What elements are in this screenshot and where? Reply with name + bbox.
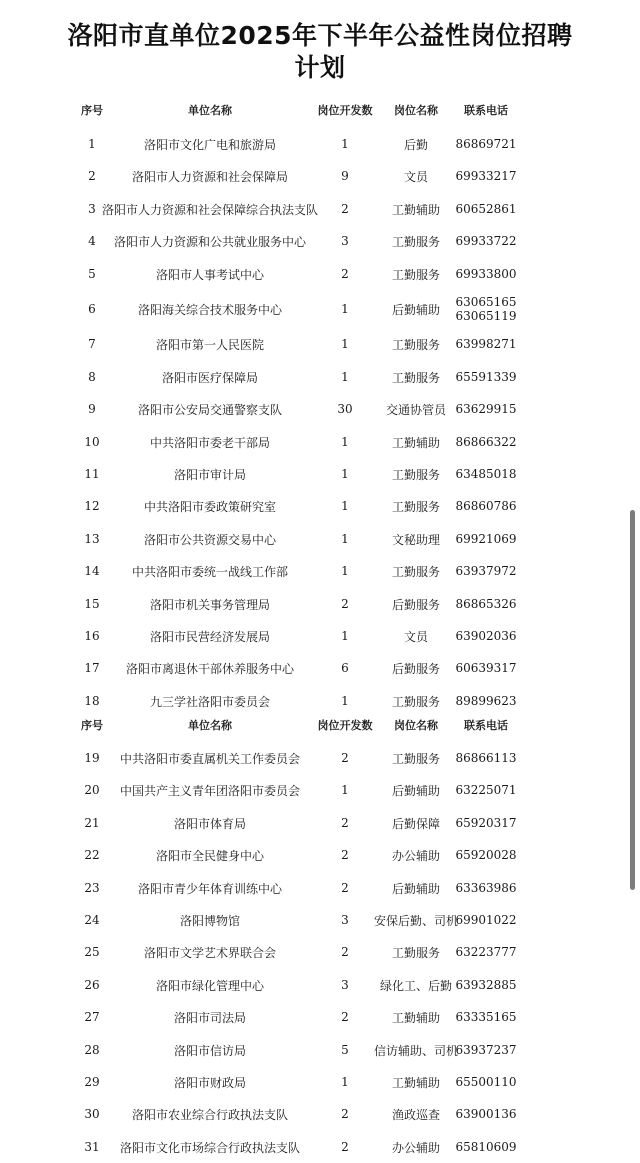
position-count: 1	[341, 137, 349, 151]
row-number: 13	[84, 532, 100, 546]
unit-name: 洛阳市人力资源和社会保障局	[131, 169, 288, 184]
header-position: 岗位名称	[394, 104, 438, 117]
phone-number	[448, 742, 524, 774]
position-count: 1	[341, 499, 349, 513]
position-count: 2	[341, 945, 349, 959]
unit-name: 洛阳市绿化管理中心	[155, 978, 264, 993]
position-name: 工勤服务	[391, 234, 440, 249]
phone-line: 60639317	[455, 661, 517, 675]
table-row	[0, 193, 640, 225]
position-count: 9	[341, 169, 349, 183]
row-number: 24	[84, 913, 100, 927]
table-row	[0, 523, 640, 555]
position-name: 安保后勤、司机	[373, 913, 458, 928]
phone-line: 63629915	[455, 402, 517, 416]
position-name: 文员	[403, 629, 428, 644]
header-phone: 联系电话	[464, 104, 508, 117]
header-unit: 单位名称	[188, 719, 232, 732]
phone-number	[448, 807, 524, 839]
position-name: 后勤辅助	[391, 302, 440, 317]
phone-line: 69901022	[455, 913, 517, 927]
table-row	[0, 128, 640, 160]
phone-line: 63998271	[455, 337, 517, 351]
position-name: 后勤	[403, 137, 428, 152]
unit-name: 洛阳市农业综合行政执法支队	[131, 1107, 288, 1122]
header-count: 岗位开发数	[317, 719, 373, 732]
phone-line: 63065165	[455, 295, 517, 309]
table-row	[0, 742, 640, 774]
phone-number	[448, 872, 524, 904]
phone-number	[448, 1131, 524, 1163]
header-phone: 联系电话	[464, 719, 508, 732]
row-number: 22	[84, 848, 100, 862]
phone-line: 69921069	[455, 532, 517, 546]
table-row	[0, 1001, 640, 1033]
phone-number	[448, 1001, 524, 1033]
position-count: 2	[341, 1140, 349, 1154]
row-number: 19	[84, 751, 100, 765]
table-row	[0, 652, 640, 684]
table-row	[0, 1034, 640, 1066]
table-row	[0, 328, 640, 360]
unit-name: 洛阳市离退休干部休养服务中心	[125, 661, 294, 676]
position-name: 工勤辅助	[391, 1010, 440, 1025]
phone-number	[448, 293, 524, 325]
row-number: 30	[84, 1107, 100, 1121]
unit-name: 洛阳市人力资源和社会保障综合执法支队	[101, 202, 318, 217]
header-count: 岗位开发数	[317, 104, 373, 117]
unit-name: 洛阳市文化广电和旅游局	[143, 137, 276, 152]
unit-name: 洛阳市机关事务管理局	[149, 597, 270, 612]
row-number: 17	[84, 661, 100, 675]
phone-number	[448, 258, 524, 290]
position-count: 3	[341, 913, 349, 927]
position-name: 工勤服务	[391, 370, 440, 385]
unit-name: 洛阳市青少年体育训练中心	[137, 881, 282, 896]
unit-name: 中共洛阳市委统一战线工作部	[131, 564, 288, 579]
table-row	[0, 555, 640, 587]
phone-line: 86866322	[455, 435, 517, 449]
row-number: 14	[84, 564, 100, 578]
phone-number	[448, 1034, 524, 1066]
phone-number	[448, 361, 524, 393]
position-count: 2	[341, 267, 349, 281]
position-name: 工勤服务	[391, 945, 440, 960]
phone-number	[448, 193, 524, 225]
unit-name: 洛阳市公安局交通警察支队	[137, 402, 282, 417]
row-number: 10	[84, 435, 100, 449]
phone-line: 63335165	[455, 1010, 517, 1024]
row-number: 23	[84, 881, 100, 895]
header-position: 岗位名称	[394, 719, 438, 732]
phone-number	[448, 160, 524, 192]
phone-line: 63902036	[455, 629, 517, 643]
phone-line: 60652861	[455, 202, 517, 216]
phone-number	[448, 839, 524, 871]
position-count: 6	[341, 661, 349, 675]
table-row	[0, 839, 640, 871]
phone-number	[448, 588, 524, 620]
position-name: 工勤辅助	[391, 202, 440, 217]
phone-number	[448, 426, 524, 458]
header-unit: 单位名称	[188, 104, 232, 117]
header-no: 序号	[81, 104, 103, 117]
phone-number	[448, 1066, 524, 1098]
phone-line: 65920028	[455, 848, 517, 862]
unit-name: 洛阳市民营经济发展局	[149, 629, 270, 644]
phone-line: 63937237	[455, 1043, 517, 1057]
unit-name: 中共洛阳市委老干部局	[149, 435, 270, 450]
table-row	[0, 1131, 640, 1163]
unit-name: 洛阳市审计局	[173, 467, 246, 482]
row-number: 18	[84, 694, 100, 708]
phone-line: 69933800	[455, 267, 517, 281]
phone-number	[448, 1098, 524, 1130]
row-number: 4	[88, 234, 96, 248]
position-name: 工勤服务	[391, 467, 440, 482]
table-row	[0, 969, 640, 1001]
header-no: 序号	[81, 719, 103, 732]
position-count: 2	[341, 881, 349, 895]
position-name: 文秘助理	[391, 532, 440, 547]
row-number: 6	[88, 302, 96, 316]
position-count: 2	[341, 816, 349, 830]
table-row	[0, 458, 640, 490]
position-count: 1	[341, 629, 349, 643]
unit-name: 九三学社洛阳市委员会	[149, 694, 270, 709]
phone-number	[448, 458, 524, 490]
table-row	[0, 774, 640, 806]
phone-line: 69933217	[455, 169, 517, 183]
row-number: 15	[84, 597, 100, 611]
table-row	[0, 1098, 640, 1130]
position-name: 后勤辅助	[391, 881, 440, 896]
row-number: 1	[88, 137, 96, 151]
row-number: 16	[84, 629, 100, 643]
position-name: 交通协管员	[385, 402, 446, 417]
position-count: 1	[341, 1075, 349, 1089]
position-count: 1	[341, 435, 349, 449]
table-row	[0, 588, 640, 620]
phone-line: 63937972	[455, 564, 517, 578]
table-row	[0, 393, 640, 425]
position-count: 1	[341, 783, 349, 797]
position-name: 办公辅助	[391, 1140, 440, 1155]
position-count: 2	[341, 848, 349, 862]
table-row	[0, 258, 640, 290]
position-count: 1	[341, 564, 349, 578]
unit-name: 中国共产主义青年团洛阳市委员会	[119, 783, 300, 798]
row-number: 5	[88, 267, 96, 281]
position-name: 渔政巡查	[391, 1107, 440, 1122]
table-header-row	[0, 709, 640, 741]
position-count: 2	[341, 597, 349, 611]
position-name: 工勤辅助	[391, 435, 440, 450]
row-number: 12	[84, 499, 100, 513]
position-name: 工勤辅助	[391, 1075, 440, 1090]
row-number: 3	[88, 202, 96, 216]
phone-line: 69933722	[455, 234, 517, 248]
table-row	[0, 1066, 640, 1098]
unit-name: 中共洛阳市委政策研究室	[143, 499, 276, 514]
phone-number	[448, 936, 524, 968]
phone-number	[448, 969, 524, 1001]
row-number: 28	[84, 1043, 100, 1057]
phone-number	[448, 128, 524, 160]
unit-name: 洛阳市医疗保障局	[161, 370, 258, 385]
phone-line: 86869721	[455, 137, 517, 151]
table-row	[0, 490, 640, 522]
phone-line: 86860786	[455, 499, 517, 513]
phone-number	[448, 652, 524, 684]
table-row	[0, 872, 640, 904]
position-name: 文员	[403, 169, 428, 184]
phone-line: 65591339	[455, 370, 517, 384]
position-name: 办公辅助	[391, 848, 440, 863]
phone-line: 65810609	[455, 1140, 517, 1154]
table-header-row	[0, 94, 640, 126]
position-name: 工勤服务	[391, 564, 440, 579]
unit-name: 洛阳市司法局	[173, 1010, 246, 1025]
phone-number	[448, 774, 524, 806]
phone-line: 63363986	[455, 881, 517, 895]
unit-name: 洛阳市体育局	[173, 816, 246, 831]
position-name: 后勤服务	[391, 597, 440, 612]
row-number: 9	[88, 402, 96, 416]
phone-number	[448, 904, 524, 936]
phone-line: 63932885	[455, 978, 517, 992]
position-count: 5	[341, 1043, 349, 1057]
unit-name: 洛阳市第一人民医院	[155, 337, 264, 352]
phone-line: 89899623	[455, 694, 517, 708]
scrollbar[interactable]	[630, 510, 635, 890]
phone-number	[448, 555, 524, 587]
row-number: 29	[84, 1075, 100, 1089]
phone-line: 86866113	[455, 751, 517, 765]
phone-number	[448, 490, 524, 522]
position-count: 3	[341, 234, 349, 248]
position-count: 2	[341, 1010, 349, 1024]
table-row	[0, 936, 640, 968]
phone-number	[448, 328, 524, 360]
unit-name: 洛阳市全民健身中心	[155, 848, 264, 863]
position-name: 绿化工、后勤	[379, 978, 452, 993]
position-count: 1	[341, 532, 349, 546]
unit-name: 洛阳博物馆	[179, 913, 240, 928]
position-name: 工勤服务	[391, 751, 440, 766]
position-name: 后勤保障	[391, 816, 440, 831]
page-title: 洛阳市直单位2025年下半年公益性岗位招聘计划	[67, 21, 573, 82]
position-name: 后勤辅助	[391, 783, 440, 798]
table-row	[0, 225, 640, 257]
phone-number	[448, 393, 524, 425]
phone-number	[448, 225, 524, 257]
position-name: 工勤服务	[391, 337, 440, 352]
row-number: 7	[88, 337, 96, 351]
row-number: 25	[84, 945, 100, 959]
position-count: 1	[341, 467, 349, 481]
position-count: 30	[337, 402, 353, 416]
phone-number	[448, 523, 524, 555]
table-row	[0, 160, 640, 192]
unit-name: 洛阳市公共资源交易中心	[143, 532, 276, 547]
row-number: 2	[88, 169, 96, 183]
unit-name: 洛阳市文学艺术界联合会	[143, 945, 276, 960]
position-name: 信访辅助、司机	[373, 1043, 458, 1058]
row-number: 20	[84, 783, 100, 797]
position-name: 工勤服务	[391, 499, 440, 514]
phone-line: 63223777	[455, 945, 517, 959]
phone-line: 63065119	[455, 309, 517, 323]
position-count: 2	[341, 751, 349, 765]
position-count: 2	[341, 202, 349, 216]
table-row	[0, 807, 640, 839]
position-count: 1	[341, 302, 349, 316]
row-number: 31	[84, 1140, 100, 1154]
table-row	[0, 620, 640, 652]
unit-name: 洛阳市人力资源和公共就业服务中心	[113, 234, 306, 249]
unit-name: 洛阳市人事考试中心	[155, 267, 264, 282]
table-row	[0, 293, 640, 325]
phone-line: 65920317	[455, 816, 517, 830]
unit-name: 洛阳市信访局	[173, 1043, 246, 1058]
position-count: 1	[341, 337, 349, 351]
phone-line: 63485018	[455, 467, 517, 481]
row-number: 21	[84, 816, 100, 830]
phone-number	[448, 620, 524, 652]
phone-line: 63225071	[455, 783, 517, 797]
phone-line: 86865326	[455, 597, 517, 611]
position-count: 3	[341, 978, 349, 992]
unit-name: 中共洛阳市委直属机关工作委员会	[119, 751, 300, 766]
position-name: 工勤服务	[391, 694, 440, 709]
unit-name: 洛阳市财政局	[173, 1075, 246, 1090]
table-row	[0, 361, 640, 393]
table-row	[0, 426, 640, 458]
position-count: 2	[341, 1107, 349, 1121]
position-count: 1	[341, 370, 349, 384]
row-number: 27	[84, 1010, 100, 1024]
unit-name: 洛阳海关综合技术服务中心	[137, 302, 282, 317]
phone-line: 63900136	[455, 1107, 517, 1121]
position-name: 工勤服务	[391, 267, 440, 282]
position-name: 后勤服务	[391, 661, 440, 676]
unit-name: 洛阳市文化市场综合行政执法支队	[119, 1140, 300, 1155]
row-number: 11	[84, 467, 100, 481]
phone-line: 65500110	[455, 1075, 517, 1089]
row-number: 26	[84, 978, 100, 992]
table-row	[0, 904, 640, 936]
row-number: 8	[88, 370, 96, 384]
position-count: 1	[341, 694, 349, 708]
